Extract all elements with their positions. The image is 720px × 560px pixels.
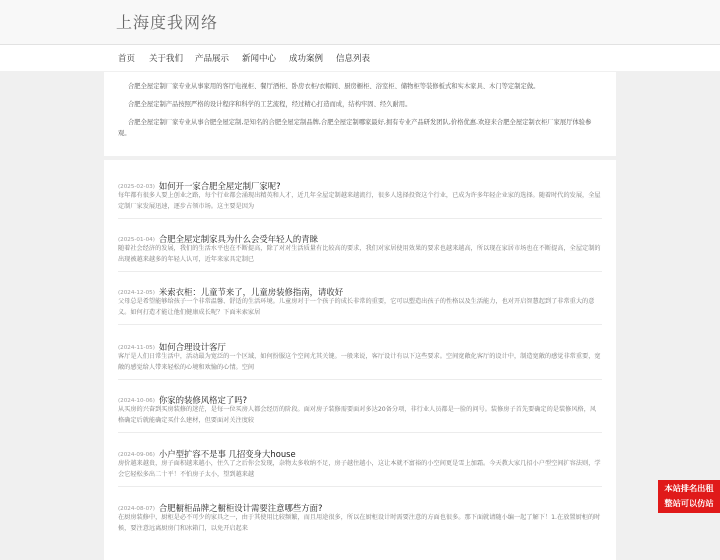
divider bbox=[118, 218, 602, 219]
article-summary: 父母总是希望能够给孩子一个非常温馨、舒适的生活环境。儿童房对于一个孩子的成长非常的重要，它可以塑造出孩子的性格以及生活能力，也对开启智慧起到了非常重大的意义。如何打造才能让他们健康成长呢？下面米索家居 bbox=[118, 298, 595, 316]
article-date: (2024-08-07) bbox=[118, 506, 155, 512]
article-title-link[interactable]: 如何合理设计客厅 bbox=[158, 342, 226, 352]
article-item bbox=[118, 280, 602, 333]
article-date: (2024-12-05) bbox=[118, 290, 155, 296]
divider bbox=[118, 324, 602, 325]
article-title-link[interactable]: 你家的装修风格定了吗? bbox=[158, 395, 248, 405]
article-summary: 随着社会经济的发展，我们的生活水平也在不断提高，除了对对生活质量有比较高的要求，我们对家居使用效果的要求也越来越高，所以现在家居市场也在不断提高，全屋定制的出现被越来越多的年轻人认可，近年来家具定制已 bbox=[118, 245, 601, 263]
article-item bbox=[118, 388, 602, 441]
article-date: (2025-02-03) bbox=[118, 184, 155, 190]
divider bbox=[118, 486, 602, 487]
article-summary: 从买房的兴奋到买房装修的迷茫，是每一位买房人都会经历的阶段。面对房子装修需要面对多达20备分项，非行业人员都是一脸的问号。装修房子首先要确定的是装修风格，风格确定后就能确定买什么建材，但要面对关注度较 bbox=[118, 406, 597, 424]
promo-float-button[interactable] bbox=[658, 480, 720, 513]
divider bbox=[118, 379, 602, 380]
promo-line-2: 整站可以仿站 bbox=[664, 498, 714, 508]
site-title[interactable]: 上海度我网络 bbox=[116, 13, 219, 32]
nav-item-about[interactable]: 关于我们 bbox=[149, 54, 184, 64]
divider bbox=[118, 271, 602, 272]
nav-item-news[interactable]: 新闻中心 bbox=[242, 54, 277, 64]
article-item bbox=[118, 335, 602, 388]
article-date: (2025-01-04) bbox=[118, 237, 155, 243]
intro-panel bbox=[104, 72, 616, 156]
intro-paragraph: 合肥全屋定制厂家专业从事家用的客厅电视柜、餐厅酒柜、卧房衣柜/衣帽间、厨房橱柜、浴室柜、储物柜等装修板式和实木家具、木门等定制定做。 bbox=[128, 83, 540, 90]
article-summary: 客厅是人们日常生活中，活动最为宽泛的一个区域，如何扮服这个空间尤其关键。一般来说，客厅设计有以下这些要求。空间宽敞化客厅的设计中，制造宽敞的感觉非常重要，宽敞的感觉给人带来轻松的心境和欢愉的心情。空间 bbox=[118, 353, 601, 371]
article-title-link[interactable]: 合肥橱柜品牌之橱柜设计需要注意哪些方面? bbox=[158, 503, 323, 513]
article-item bbox=[118, 496, 602, 549]
article-date: (2024-11-05) bbox=[118, 345, 155, 351]
article-title-link[interactable]: 合肥全屋定制家具为什么会受年轻人的青睐 bbox=[158, 234, 318, 244]
intro-paragraph: 合肥全屋定制产品按照严格的设计程序和科学的工艺流程，经过精心打造而成，结构牢固、经久耐用。 bbox=[128, 101, 412, 108]
nav-item-home[interactable]: 首页 bbox=[118, 54, 136, 64]
article-item bbox=[118, 174, 602, 227]
article-title-link[interactable]: 如何开一家合肥全屋定制厂家呢? bbox=[158, 181, 281, 191]
article-date: (2024-09-06) bbox=[118, 452, 155, 458]
article-title-link[interactable]: 米索衣柜：儿童节来了，儿童房装修指南，请收好 bbox=[158, 287, 344, 297]
intro-paragraph: 合肥全屋定制厂家专业从事合肥全屋定制,是知名的合肥全屋定制品牌,合肥全屋定制哪家最好,拥有专业产品研发团队,价格优惠.欢迎来合肥全屋定制衣柜厂家展厅体验参观。 bbox=[118, 119, 592, 137]
article-summary: 在厨房装修中，厨柜是必不可少的家具之一，由于其使用比较频繁，而且用途很多，所以在厨柜设计时需要注意的方面也很多。那下面就请随小编一起了解下！1.在放置厨柜的时候，要注意远离厨房门和冰箱门，以免开启起来 bbox=[118, 514, 601, 532]
article-title-link[interactable]: 小户型扩容不是事 几招变身大house bbox=[158, 449, 296, 459]
article-date: (2024-10-06) bbox=[118, 398, 155, 404]
article-list bbox=[104, 160, 616, 560]
article-item bbox=[118, 442, 602, 495]
promo-line-1: 本站排名出租 bbox=[664, 483, 714, 493]
nav-item-cases[interactable]: 成功案例 bbox=[289, 54, 324, 64]
site-header bbox=[0, 0, 720, 45]
article-item bbox=[118, 227, 602, 280]
article-summary: 每年都有很多人要上创业之路，每个行业都会涌现出精英和人才，近几年全屋定制越来越流行，很多人选择投资这个行业，已成为许多年轻企业家的选择。随着时代的发展，全屋定制厂家发展迅速，逐步占领市场。这主要是因为 bbox=[118, 192, 601, 210]
article-summary: 房价越来越贵，房子面积越来越小，住久了之后你会发现，杂物太多收纳不足，房子越住越小，这让本就不富裕的小空间更是雪上加霜。今天教大家几招小户型空间扩容法则，学会它轻松多出二十平！不怕房子太小，望到越来越 bbox=[118, 460, 601, 478]
divider bbox=[118, 432, 602, 433]
main-nav bbox=[0, 45, 720, 71]
nav-item-products[interactable]: 产品展示 bbox=[195, 54, 230, 64]
nav-item-info-list[interactable]: 信息列表 bbox=[336, 54, 371, 64]
